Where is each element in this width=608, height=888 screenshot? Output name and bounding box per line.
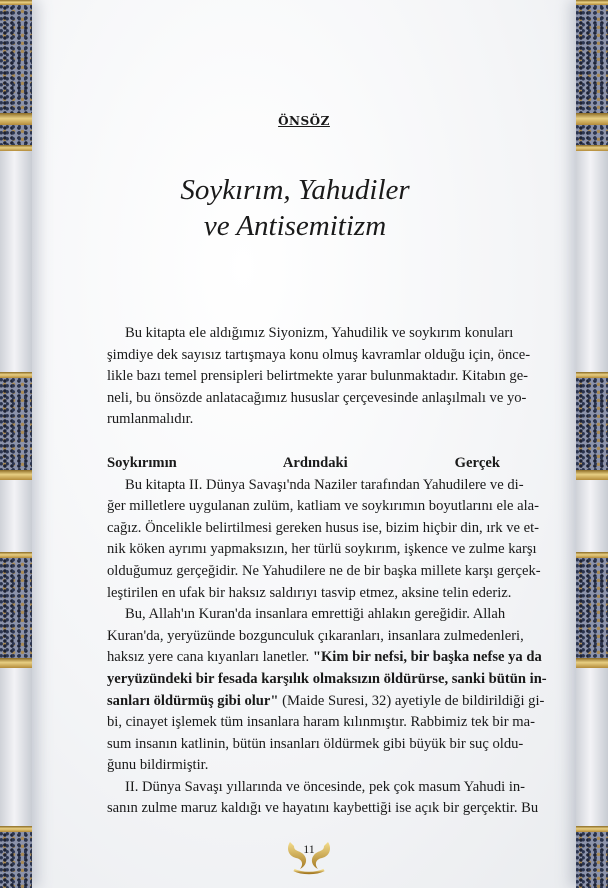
text-line [107,561,541,583]
text-line [107,712,535,734]
text-line [107,691,545,713]
text-line [107,777,526,799]
text-line [107,755,500,777]
text-segment: haksız yere cana kıyanları lanetler. [107,649,313,666]
body-text [107,323,547,820]
text-line [107,604,506,626]
section-label: ÖNSÖZ [278,114,330,128]
text-segment: şimdiye dek sayısız tartışmaya konu olmuş kavramlar olduğu için, önce- [107,346,531,363]
text-line [107,345,531,367]
text-segment: Kuran'da, yeryüzünde bozgunculuk çıkaranları, insanlara zulmedenleri, [107,627,524,644]
chapter-title-line-2: ve Antisemitizm [203,210,387,242]
right-column-ornament [576,0,608,888]
text-segment: ğer milletlere uygulanan zulüm, katliam ve soykırımın boyutlarını ele ala- [107,498,540,515]
page-number: 11 [303,842,315,856]
text-line [107,734,524,756]
text-line [107,366,529,388]
text-line [107,647,542,669]
text-segment: Bu, Allah'ın Kuran'da insanlara emrettiği ahlakın gereğidir. Allah [125,606,506,623]
text-segment: neli, bu önsözde anlatacağımız hususlar çerçevesinde anlaşılmalı ve yo- [107,389,527,406]
chapter-title-line-1: Soykırım, Yahudiler [180,174,410,206]
text-line [107,669,547,691]
page-number-ornament [284,836,334,876]
text-segment: Bu kitapta II. Dünya Savaşı'nda Naziler tarafından Yahudilere ve di- [125,476,524,493]
text-segment: Bu kitapta ele aldığımız Siyonizm, Yahudilik ve soykırım konuları [125,325,514,341]
text-segment: sanın zulme maruz kaldığı ve hayatını kaybettiği ise açık bir gerçektir. Bu [107,800,539,817]
quote-text: yeryüzündeki bir fesada karşılık olmaksızın öldürürse, sanki bütün in- [107,670,547,687]
text-line [107,518,540,540]
section-heading [107,453,500,475]
text-segment: olduğumuz gerçeğidir. Ne Yahudilere ne de bir başka millete karşı gerçek- [107,562,541,579]
chapter-title [0,172,590,244]
text-segment: rumlanmalıdır. [107,411,194,428]
text-segment: bi, cinayet işlemek tüm insanlara haram kılınmıştır. Rabbimiz tek bir ma- [107,714,535,731]
text-line [107,626,524,648]
text-segment: II. Dünya Savaşı yıllarında ve öncesinde, pek çok masum Yahudi in- [125,778,526,795]
text-line [107,388,527,410]
text-segment: leştirilen en ufak bir haksız saldırıyı tasvip etmez, aksine telin ederiz. [107,584,512,601]
left-column-ornament [0,0,32,888]
text-line [107,409,500,431]
text-segment: ğunu bildirmiştir. [107,757,209,774]
paragraph-gap [107,431,500,453]
text-segment: likle bazı temel prensipleri belirtmekte yarar bulunmaktadır. Kitabın ge- [107,368,529,385]
text-line [107,496,540,518]
quote-text: sanları öldürmüş gibi olur" [107,692,279,709]
text-line [107,539,537,561]
text-line [107,323,514,345]
text-line [107,475,524,497]
text-segment: nik köken ayrımı yapmaksızın, her türlü soykırım, işkence ve zulme karşı [107,541,537,558]
quote-text: "Kim bir nefsi, bir başka nefse ya da [312,649,542,666]
text-line [107,798,539,820]
text-segment: cağız. Öncelikle belirtilmesi gereken husus ise, bizim hiçbir din, ırk ve et- [107,519,540,536]
text-segment: sum insanın katlinin, bütün insanları öldürmek gibi büyük bir suç oldu- [107,735,524,752]
text-segment: Soykırımın Ardındaki Gerçek [107,454,500,471]
text-segment: (Maide Suresi, 32) ayetiyle de bildirildiği gi- [278,692,545,709]
text-line [107,583,512,605]
